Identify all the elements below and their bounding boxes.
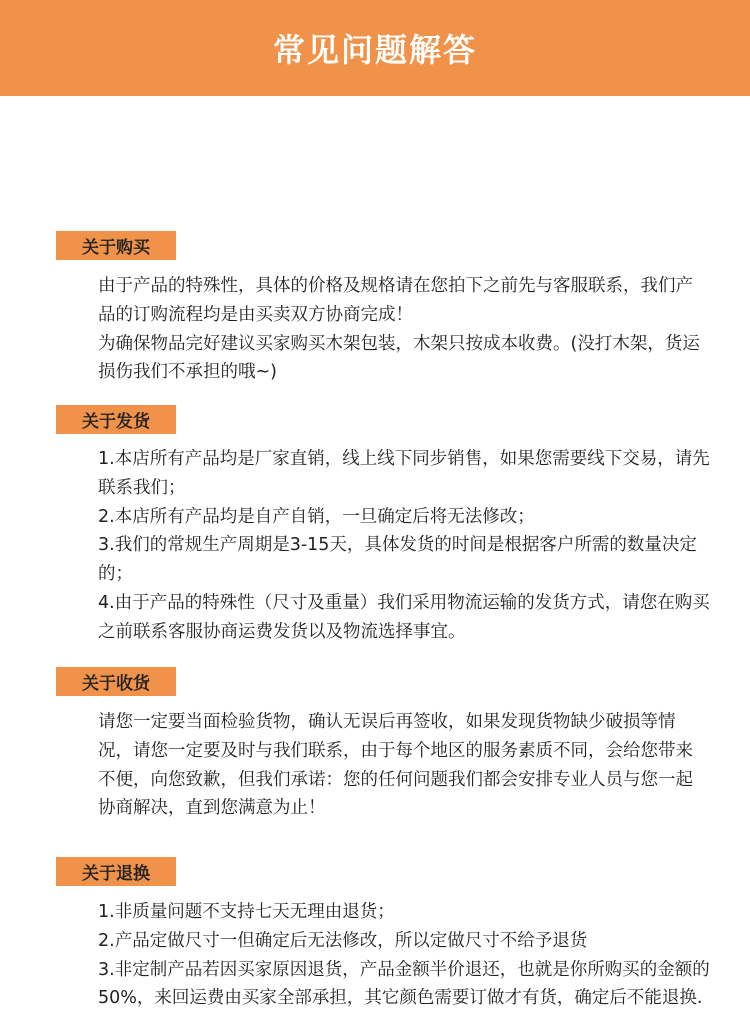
- page-header: [0, 0, 750, 96]
- section-body-receiving: [98, 708, 710, 823]
- paragraph: 1.非质量问题不支持七天无理由退货；: [98, 902, 395, 922]
- section-body-purchase: [98, 272, 710, 387]
- paragraph: 2.产品定做尺寸一但确定后无法修改，所以定做尺寸不给予退货: [98, 930, 588, 951]
- paragraph: 3.我们的常规生产周期是3-15天，具体发货的时间是根据客户所需的数量决定的；: [98, 535, 697, 585]
- section-body-shipping: [98, 445, 710, 647]
- paragraph: 由于产品的特殊性，具体的价格及规格请在您拍下之前先与客服联系，我们产品的订购流程均是由买卖双方协商完成！: [98, 276, 693, 325]
- section-tag-receiving: 关于收货: [56, 667, 176, 696]
- section-tag-shipping: 关于发货: [56, 405, 176, 434]
- section-tag-returns: 关于退换: [56, 857, 176, 886]
- section-body-returns: [98, 898, 710, 1013]
- page-title: 常见问题解答: [272, 31, 477, 69]
- paragraph: 请您一定要当面检验货物，确认无误后再签收，如果发现货物缺少破损等情况，请您一定要及时与我们联系，由于每个地区的服务素质不同，会给您带来不便，向您致歉，但我们承诺：您的任何问题我们都会安排专业人员与您一起协商解决，直到您满意为止！: [98, 712, 693, 819]
- section-tag-purchase: 关于购买: [56, 231, 176, 260]
- paragraph: 为确保物品完好建议买家购买木架包装，木架只按成本收费。(没打木架，货运损伤我们不承担的哦~): [98, 333, 700, 383]
- paragraph: 3.非定制产品若因买家原因退货，产品金额半价退还，也就是你所购买的金额的50%，来回运费由买家全部承担，其它颜色需要订做才有货，确定后不能退换.: [98, 959, 710, 1009]
- paragraph: 4.由于产品的特殊性（尺寸及重量）我们采用物流运输的发货方式，请您在购买之前联系客服协商运费发货以及物流选择事宜。: [98, 592, 710, 642]
- paragraph: 1.本店所有产品均是厂家直销，线上线下同步销售，如果您需要线下交易，请先联系我们；: [98, 449, 710, 498]
- paragraph: 2.本店所有产品均是自产自销，一旦确定后将无法修改；: [98, 506, 535, 527]
